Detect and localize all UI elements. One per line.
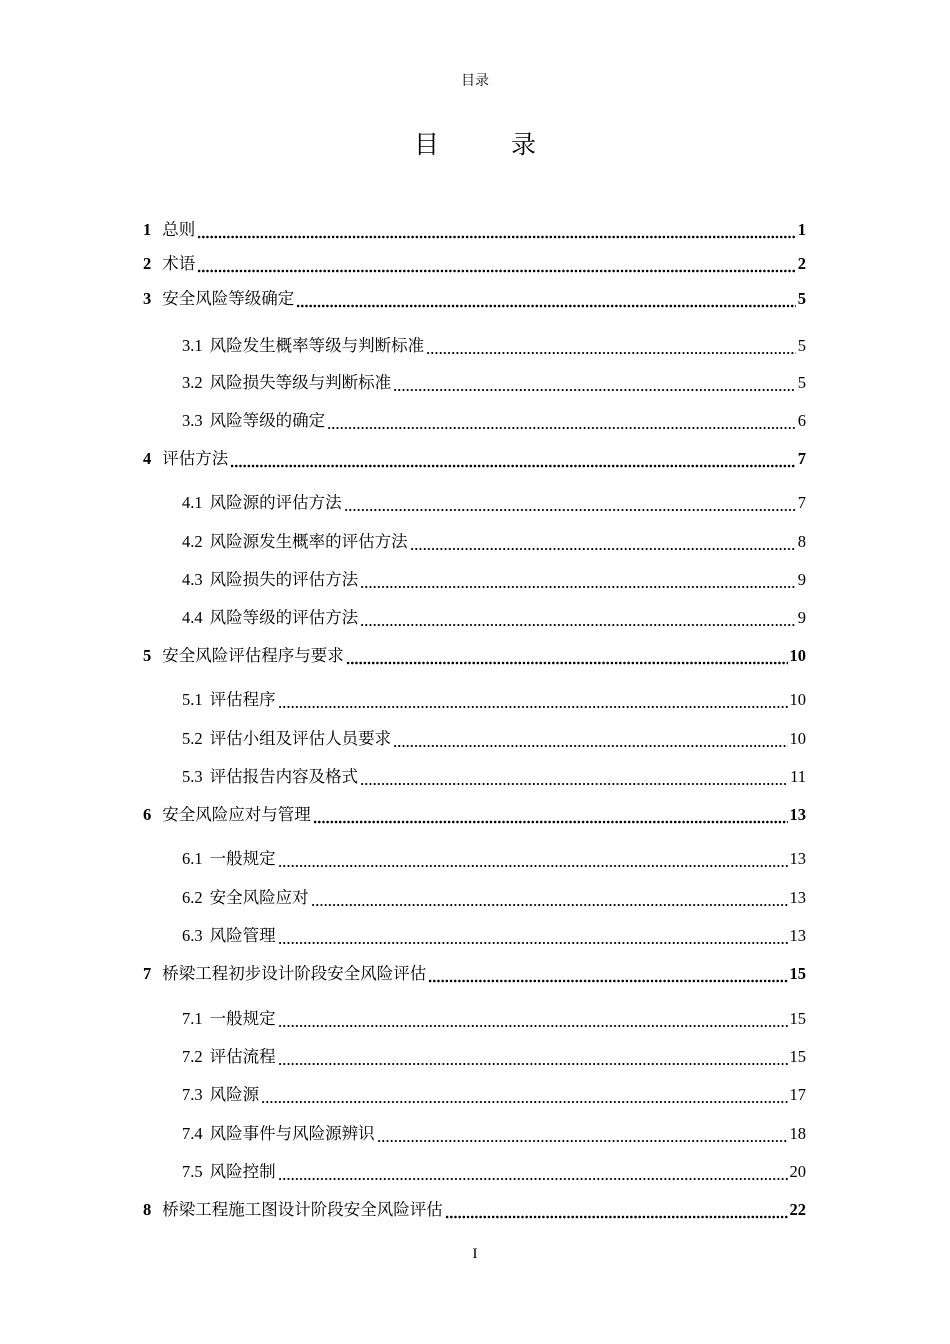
toc-entry-number: 7.5 [182,1162,203,1181]
page-title: 目 录 [414,130,568,159]
toc-dot-leader [230,446,796,472]
toc-entry-page: 7 [797,449,806,468]
toc-entry-title: 风险源 [209,1085,260,1104]
toc-entry[interactable] [182,1082,806,1108]
toc-dot-leader [410,529,796,555]
toc-entry[interactable] [182,1121,806,1147]
toc-entry-title: 安全风险等级确定 [162,289,295,308]
toc-entry-page: 13 [789,849,806,868]
toc-entry-page: 9 [797,570,806,589]
toc-entry-number: 7.4 [182,1124,203,1143]
toc-entry-number: 4 [143,449,152,468]
toc-entry-number: 3.2 [182,373,203,392]
toc-dot-leader [296,286,796,312]
toc-entry-page: 15 [789,1047,806,1066]
toc-entry[interactable] [182,923,806,949]
toc-entry-page: 20 [789,1162,806,1181]
toc-entry[interactable] [182,408,806,434]
toc-entry-number: 7 [143,964,152,983]
toc-dot-leader [344,490,796,516]
toc-entry[interactable] [143,1197,806,1223]
toc-entry-number: 4.3 [182,570,203,589]
toc-dot-leader [393,726,787,752]
toc-entry-page: 15 [789,1009,806,1028]
toc-dot-leader [346,643,788,669]
toc-entry-title: 风险等级的确定 [209,411,326,430]
toc-entry-title: 安全风险应对 [209,888,309,907]
toc-dot-leader [377,1121,788,1147]
toc-dot-leader [278,846,788,872]
toc-entry-page: 18 [789,1124,806,1143]
toc-entry[interactable] [182,1044,806,1070]
toc-entry-number: 1 [143,220,152,239]
toc-entry-number: 5.2 [182,729,203,748]
toc-entry-number: 3.1 [182,336,203,355]
toc-entry-page: 13 [789,888,806,907]
toc-entry-title: 桥梁工程初步设计阶段安全风险评估 [162,964,427,983]
toc-entry-page: 5 [797,336,806,355]
toc-entry-title: 风险源发生概率的评估方法 [209,532,408,551]
toc-entry-number: 3.3 [182,411,203,430]
toc-entry-title: 风险等级的评估方法 [209,608,359,627]
toc-entry[interactable] [182,529,806,555]
toc-entry-title: 评估程序 [209,690,276,709]
toc-dot-leader [278,1006,788,1032]
toc-entry-page: 2 [797,254,806,273]
toc-entry[interactable] [182,567,806,593]
toc-dot-leader [261,1082,787,1108]
toc-entry-page: 11 [790,767,806,786]
toc-entry-title: 评估小组及评估人员要求 [209,729,392,748]
toc-entry-page: 5 [797,289,806,308]
toc-entry[interactable] [143,446,806,472]
running-header: 目录 [461,73,489,89]
toc-entry-number: 5.3 [182,767,203,786]
toc-entry-number: 4.4 [182,608,203,627]
toc-entry-page: 10 [789,690,806,709]
toc-entry-page: 22 [789,1200,806,1219]
toc-entry[interactable] [182,687,806,713]
toc-entry[interactable] [143,286,806,312]
toc-entry-title: 评估流程 [209,1047,276,1066]
toc-entry-number: 6.3 [182,926,203,945]
toc-entry[interactable] [143,217,806,243]
toc-entry-number: 6.1 [182,849,203,868]
toc-entry-page: 9 [797,608,806,627]
toc-entry-number: 5.1 [182,690,203,709]
toc-dot-leader [278,687,788,713]
toc-entry[interactable] [182,846,806,872]
toc-entry-title: 一般规定 [209,1009,276,1028]
toc-dot-leader [278,1044,788,1070]
toc-dot-leader [197,217,796,243]
toc-entry-page: 10 [789,729,806,748]
toc-entry[interactable] [182,370,806,396]
toc-entry-number: 2 [143,254,152,273]
toc-entry-title: 风险源的评估方法 [209,493,342,512]
toc-entry-number: 7.3 [182,1085,203,1104]
toc-entry-page: 10 [789,646,806,665]
toc-entry-title: 风险发生概率等级与判断标准 [209,336,425,355]
toc-entry[interactable] [182,333,806,359]
toc-entry[interactable] [143,961,806,987]
toc-entry-page: 5 [797,373,806,392]
toc-entry[interactable] [143,251,806,277]
toc-dot-leader [426,333,796,359]
toc-entry-title: 一般规定 [209,849,276,868]
toc-entry-number: 6 [143,805,152,824]
toc-entry-title: 风险管理 [209,926,276,945]
toc-entry[interactable] [143,643,806,669]
toc-entry-title: 安全风险评估程序与要求 [162,646,344,665]
toc-entry-title: 评估方法 [162,449,229,468]
toc-dot-leader [311,885,788,911]
toc-entry-title: 安全风险应对与管理 [162,805,311,824]
page-number: I [472,1246,478,1262]
toc-entry-page: 6 [797,411,806,430]
toc-entry[interactable] [182,885,806,911]
toc-entry[interactable] [182,764,806,790]
toc-entry[interactable] [182,1159,806,1185]
toc-entry-title: 总则 [162,220,196,239]
toc-dot-leader [313,802,788,828]
toc-entry-page: 1 [797,220,806,239]
toc-dot-leader [360,764,788,790]
toc-entry-number: 5 [143,646,152,665]
toc-entry[interactable] [143,802,806,828]
toc-entry[interactable] [182,1006,806,1032]
toc-entry-page: 17 [789,1085,806,1104]
toc-entry-title: 桥梁工程施工图设计阶段安全风险评估 [162,1200,443,1219]
toc-dot-leader [327,408,796,434]
toc-entry-number: 7.2 [182,1047,203,1066]
toc-entry-number: 6.2 [182,888,203,907]
toc-dot-leader [428,961,787,987]
toc-dot-leader [360,605,796,631]
toc-entry-title: 风险损失等级与判断标准 [209,373,392,392]
toc-dot-leader [278,1159,788,1185]
toc-entry-number: 4.2 [182,532,203,551]
toc-entry-page: 13 [789,805,806,824]
toc-entry-title: 术语 [162,254,196,273]
toc-entry-title: 风险事件与风险源辨识 [209,1124,375,1143]
toc-entry[interactable] [182,605,806,631]
toc-dot-leader [393,370,796,396]
toc-entry-number: 3 [143,289,152,308]
toc-entry-page: 13 [789,926,806,945]
toc-entry-title: 风险损失的评估方法 [209,570,359,589]
toc-dot-leader [278,923,788,949]
toc-entry[interactable] [182,490,806,516]
toc-entry-page: 7 [797,493,806,512]
toc-entry-title: 评估报告内容及格式 [209,767,359,786]
toc-entry-number: 8 [143,1200,152,1219]
toc-entry-title: 风险控制 [209,1162,276,1181]
toc-dot-leader [360,567,796,593]
toc-dot-leader [197,251,796,277]
toc-entry-number: 7.1 [182,1009,203,1028]
toc-entry-page: 8 [797,532,806,551]
toc-entry-number: 4.1 [182,493,203,512]
toc-entry-page: 15 [789,964,806,983]
toc-entry[interactable] [182,726,806,752]
toc-dot-leader [445,1197,788,1223]
